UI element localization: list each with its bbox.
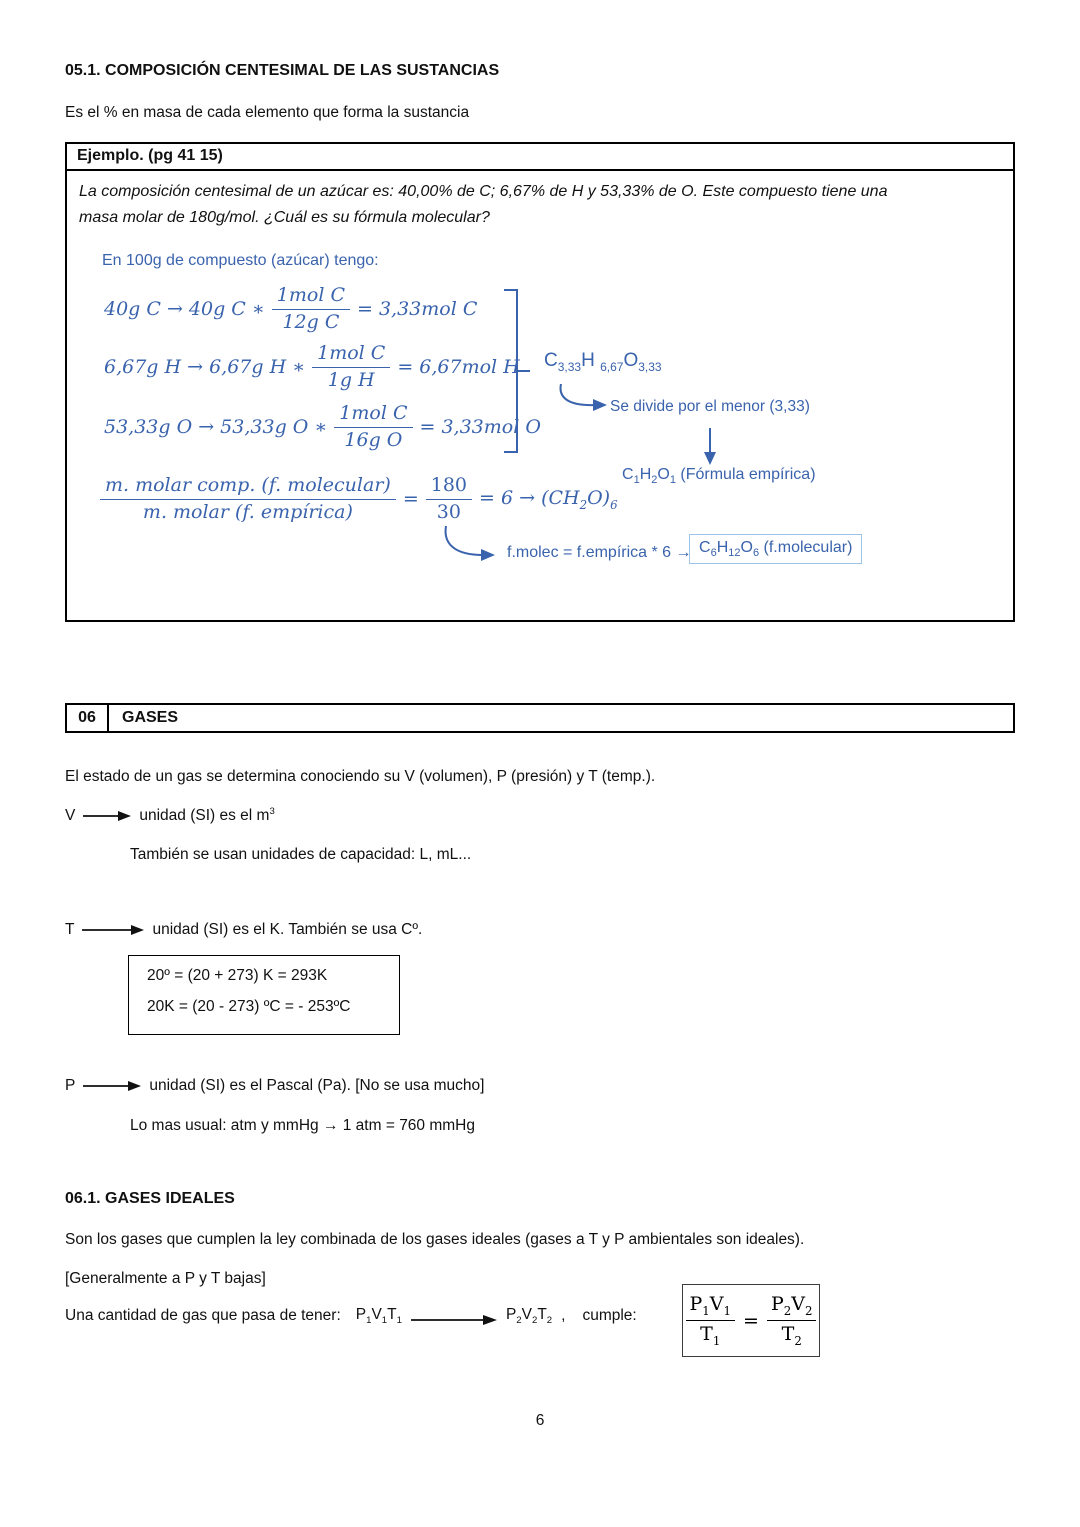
- state-2-formula: $P_2V_2T_2$: [505, 1305, 553, 1327]
- fraction-denominator: 1g H: [327, 368, 375, 391]
- conversion-line-oxygen: [104, 402, 541, 453]
- right-arrow-icon: [83, 810, 131, 822]
- fraction-numerator: m. molar comp. (f. molecular): [100, 474, 396, 500]
- gas-intro: El estado de un gas se determina conociendo su V (volumen), P (presión) y T (temp.).: [65, 768, 656, 785]
- temperature-conversion-line2: 20K = (20 - 273) ºC = - 253ºC: [147, 998, 351, 1015]
- curved-arrow-icon: [555, 384, 611, 416]
- molar-ratio-result: = $6 \to (CH_2O)_6$: [479, 486, 618, 512]
- fraction-numerator: $P_1V_1$: [686, 1293, 736, 1321]
- empirical-formula: $C_1H_2O_1$ (Fórmula empírica): [622, 466, 816, 487]
- solution-lead-in: En 100g de compuesto (azúcar) tengo:: [102, 252, 379, 269]
- pressure-note: [130, 1116, 475, 1137]
- fraction: [426, 474, 472, 525]
- section-05-intro: Es el % en masa de cada elemento que forma la sustancia: [65, 104, 470, 121]
- bold-right-arrow-icon: →: [322, 1117, 339, 1134]
- section-05-heading: 05.1. COMPOSICIÓN CENTESIMAL DE LAS SUSTANCIAS: [65, 62, 500, 79]
- pressure-note-pre: Lo mas usual: atm y mmHg: [130, 1117, 323, 1134]
- molecular-formula-boxed: $C_6H_{12}O_6$ (f.molecular): [689, 534, 862, 564]
- example-problem-line1: La composición centesimal de un azúcar es: 40,00% de C; 6,67% de H y 53,33% de O. Este compuesto tiene una: [79, 183, 888, 200]
- equals-sign: =: [402, 488, 419, 511]
- conversion-result: = 3,33mol C: [357, 298, 478, 321]
- fraction: [334, 402, 412, 453]
- example-problem-line2: masa molar de 180g/mol. ¿Cuál es su fórmula molecular?: [79, 209, 490, 227]
- pressure-unit-row: [65, 1077, 484, 1095]
- molecular-formula-rule: f.molec = f.empírica * 6 →: [507, 544, 692, 561]
- conversion-line-hydrogen: [104, 342, 520, 393]
- section-06-title: GASES: [122, 709, 179, 726]
- section-06-number: 06: [67, 705, 109, 731]
- right-arrow-icon: [82, 924, 144, 936]
- down-arrow-icon: [703, 428, 717, 466]
- comma: ,: [561, 1307, 566, 1324]
- curved-arrow-icon: [439, 526, 501, 564]
- fraction-numerator: $P_2V_2$: [767, 1293, 817, 1321]
- pressure-label: P: [65, 1077, 76, 1094]
- fraction-numerator: 1mol C: [312, 342, 390, 368]
- conversion-result: = 3,33mol O: [419, 416, 541, 439]
- page-number: 6: [535, 1412, 545, 1429]
- conversion-lead: 40g C → 40g C ∗: [104, 298, 265, 321]
- fraction-denominator: m. molar (f. empírica): [142, 500, 353, 523]
- temperature-conversion-box: [128, 955, 400, 1035]
- volume-unit-row: [65, 806, 275, 825]
- fraction: [767, 1293, 817, 1348]
- pressure-note-post: 1 atm = 760 mmHg: [338, 1117, 475, 1134]
- temperature-label: T: [65, 921, 75, 938]
- fraction: [272, 284, 350, 335]
- fraction-denominator: $T_1$: [700, 1323, 721, 1348]
- long-right-arrow-icon: [411, 1313, 497, 1327]
- fraction-denominator: $T_2$: [781, 1323, 802, 1348]
- ideal-gases-body: Son los gases que cumplen la ley combinada de los gases ideales (gases a T y P ambientales son ideales).: [65, 1231, 805, 1248]
- example-box-title: Ejemplo. (pg 41 15): [67, 144, 1013, 171]
- grouping-bracket-icon: [502, 288, 532, 454]
- volume-unit-text: unidad (SI) es el $m^3$: [139, 806, 275, 825]
- fraction-numerator: 180: [426, 474, 472, 500]
- right-arrow-icon: [83, 1080, 141, 1092]
- fraction: [100, 474, 396, 525]
- empirical-raw-formula: $C_{3,33}H$ $_{6,67}O_{3,33}$: [544, 350, 662, 374]
- fraction-denominator: 30: [436, 500, 461, 523]
- conversion-line-carbon: [104, 284, 477, 335]
- conversion-lead: 6,67g H → 6,67g H ∗: [104, 356, 306, 379]
- temperature-unit-row: [65, 921, 422, 939]
- section-06-header: [65, 703, 1015, 733]
- fraction-denominator: 12g C: [282, 310, 340, 333]
- cumple-label: cumple:: [582, 1307, 637, 1324]
- example-problem: [67, 171, 1013, 232]
- pressure-unit-text: unidad (SI) es el Pascal (Pa). [No se usa mucho]: [149, 1077, 485, 1094]
- temperature-conversion-line1: 20º = (20 + 273) K = 293K: [147, 967, 328, 984]
- fraction: [312, 342, 390, 393]
- fraction-numerator: 1mol C: [272, 284, 350, 310]
- example-box: [65, 142, 1015, 622]
- fraction-numerator: 1mol C: [334, 402, 412, 428]
- equals-sign: =: [743, 1309, 759, 1332]
- gas-state-change-row: [65, 1305, 637, 1327]
- state-1-formula: $P_1V_1T_1$: [355, 1305, 402, 1327]
- molar-ratio-line: [100, 474, 618, 525]
- conversion-result: = 6,67mol H: [397, 356, 520, 379]
- volume-label: V: [65, 806, 76, 824]
- fraction-denominator: 16g O: [344, 428, 403, 451]
- volume-note: También se usan unidades de capacidad: L, mL...: [130, 846, 472, 863]
- gas-state-lead: Una cantidad de gas que pasa de tener:: [65, 1307, 341, 1324]
- divide-note: Se divide por el menor (3,33): [610, 398, 810, 415]
- ideal-gases-note: [Generalmente a P y T bajas]: [65, 1270, 266, 1287]
- conversion-lead: 53,33g O → 53,33g O ∗: [104, 416, 328, 439]
- temperature-unit-text: unidad (SI) es el K. También se usa Cº.: [152, 921, 423, 938]
- section-061-heading: 06.1. GASES IDEALES: [65, 1190, 235, 1207]
- fraction: [686, 1293, 736, 1348]
- combined-gas-law-box: [682, 1284, 820, 1357]
